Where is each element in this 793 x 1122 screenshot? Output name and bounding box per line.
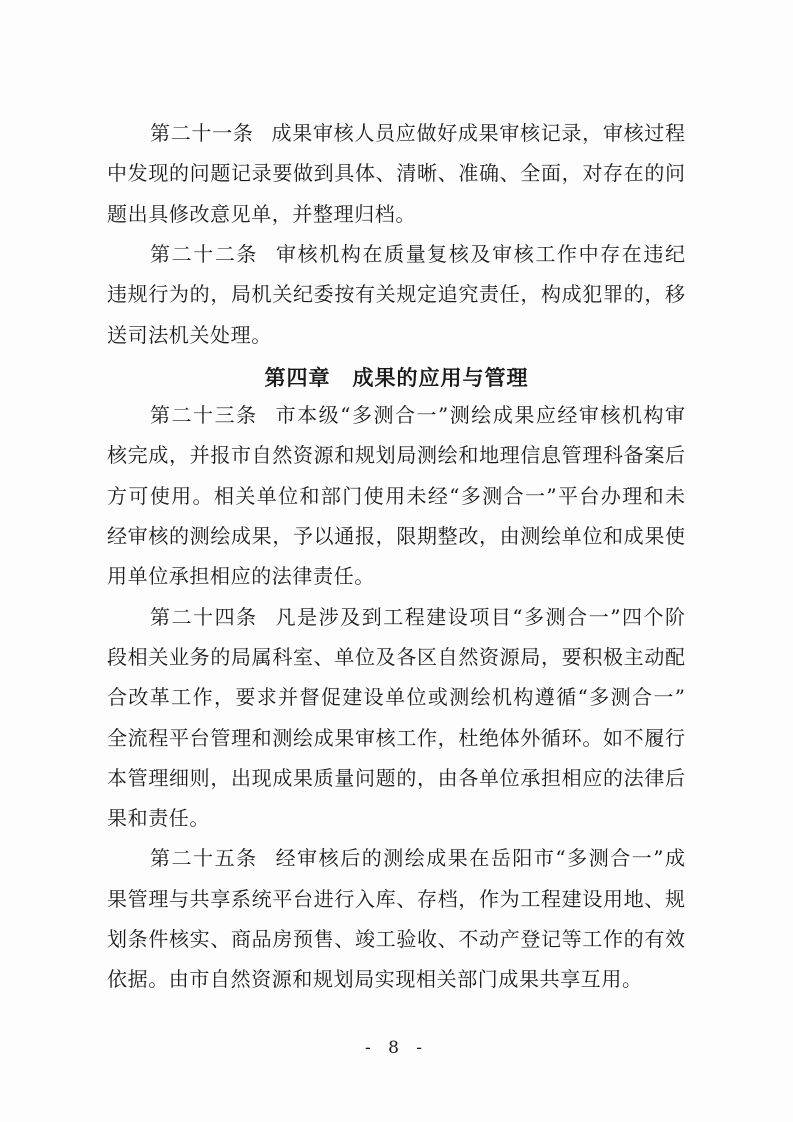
article-text: 成果审核人员应做好成果审核记录，审核过程 (271, 121, 686, 145)
article-text: 方可使用。相关单位和部门使用未经“多测合一”平台办理和未 (107, 483, 685, 508)
chapter-title: 成果的应用与管理 (352, 366, 529, 390)
article-first-line (150, 838, 685, 878)
article-text: 果管理与共享系统平台进行入库、存档，作为工程建设用地、规 (107, 886, 685, 911)
article-text: 经审核后的测绘成果在岳阳市“多测合一”成 (275, 846, 686, 871)
article-text: 中发现的问题记录要做到具体、清晰、准确、全面，对存在的问 (107, 161, 685, 186)
article-line (107, 556, 685, 596)
article-line (107, 516, 685, 556)
article-line (107, 637, 685, 677)
article-text: 凡是涉及到工程建设项目“多测合一”四个阶 (275, 604, 686, 629)
article-line (107, 879, 685, 919)
article-text: 经审核的测绘成果，予以通报，限期整改，由测绘单位和成果使 (107, 524, 685, 548)
chapter-number: 第四章 (264, 366, 331, 390)
page-number: - 8 - (364, 1038, 429, 1058)
article-line (107, 435, 685, 475)
article-line (107, 959, 685, 999)
article-label: 第二十五条 (150, 846, 258, 871)
article-text: 审核机构在质量复核及审核工作中存在违纪 (276, 241, 686, 266)
article-text: 全流程平台管理和测绘成果审核工作，杜绝体外循环。如不履行 (107, 725, 685, 750)
article-label: 第二十四条 (150, 604, 258, 629)
article-label: 第二十一条 (150, 121, 254, 145)
article-line (107, 677, 685, 717)
article-first-line (150, 234, 685, 274)
article-text: 果和责任。 (107, 806, 210, 831)
article-first-line (150, 113, 685, 153)
article-first-line (150, 395, 685, 435)
article-text: 违规行为的，局机关纪委按有关规定追究责任，构成犯罪的，移 (107, 282, 685, 307)
article-line (107, 919, 685, 959)
article-text: 合改革工作，要求并督促建设单位或测绘机构遵循“多测合一” (107, 685, 685, 710)
article-label: 第二十二条 (150, 241, 259, 266)
article-line (107, 476, 685, 516)
article-text: 用单位承担相应的法律责任。 (107, 564, 375, 589)
article-line (107, 718, 685, 758)
article-text: 送司法机关处理。 (107, 322, 272, 347)
article-first-line (150, 597, 685, 637)
article-line (107, 153, 685, 193)
article-text: 划条件核实、商品房预售、竣工验收、不动产登记等工作的有效 (107, 927, 685, 951)
article-text: 段相关业务的局属科室、单位及各区自然资源局，要积极主动配 (107, 644, 685, 669)
article-text: 题出具修改意见单，并整理归档。 (107, 201, 416, 226)
article-line (107, 315, 685, 355)
article-line (107, 798, 685, 838)
article-label: 第二十三条 (150, 403, 258, 428)
article-text: 核完成，并报市自然资源和规划局测绘和地理信息管理科备案后 (107, 443, 685, 468)
article-line (107, 274, 685, 314)
article-line (107, 758, 685, 798)
article-text: 市本级“多测合一”测绘成果应经审核机构审 (275, 403, 686, 428)
article-line (107, 194, 685, 234)
article-text: 本管理细则，出现成果质量问题的，由各单位承担相应的法律后 (107, 765, 685, 790)
article-text: 依据。由市自然资源和规划局实现相关部门成果共享互用。 (107, 967, 643, 992)
chapter-heading (0, 358, 793, 398)
